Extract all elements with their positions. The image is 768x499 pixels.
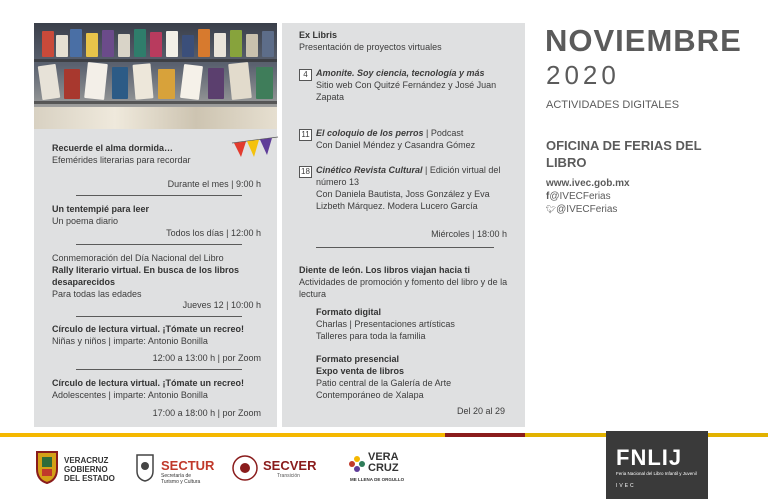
entry-title: Amonite. Soy ciencia, tecnología y más	[316, 68, 485, 78]
entry-title: Cinético Revista Cultural	[316, 165, 423, 175]
activity-time: Todos los días | 12:00 h	[166, 228, 261, 238]
activity-circulo-ninos	[52, 323, 262, 347]
month-title: NOVIEMBRE	[545, 23, 742, 58]
secver-emblem-icon	[231, 454, 259, 482]
formato-digital	[316, 306, 506, 342]
activity-time: 12:00 a 13:00 h | por Zoom	[152, 353, 261, 363]
separator	[76, 244, 242, 245]
format-line: Patio central de la Galería de Arte	[316, 378, 452, 388]
activity-title: Círculo de lectura virtual. ¡Tómate un recreo!	[52, 324, 245, 334]
activity-subtitle: Para todas las edades	[52, 289, 142, 299]
activity-subtitle: Adolescentes | imparte: Antonio Bonilla	[52, 390, 208, 400]
activity-title: Círculo de lectura virtual. ¡Tómate un recreo!	[52, 378, 245, 388]
format-line: Charlas | Presentaciones artísticas	[316, 319, 455, 329]
activity-tentempie	[52, 203, 262, 227]
footer-bar-yellow	[0, 433, 445, 437]
section-title: Diente de león. Los libros viajan hacia ti	[299, 265, 471, 275]
footer-bar-red	[445, 433, 525, 437]
ex-libris-entry	[316, 164, 512, 212]
activity-time: Durante el mes | 9:00 h	[167, 179, 261, 189]
section-title: Ex Libris	[299, 30, 338, 40]
activity-title: Rally literario virtual. En busca de los libros desaparecidos	[52, 265, 240, 287]
format-line: Talleres para toda la familia	[316, 331, 426, 341]
secver-logo: SECVER Transición	[231, 449, 331, 489]
format-subtitle: Expo venta de libros	[316, 366, 405, 376]
section-subtitle: Presentación de proyectos virtuales	[299, 42, 442, 52]
separator	[76, 369, 242, 370]
activity-time: Jueves 12 | 10:00 h	[182, 300, 261, 310]
activity-pretitle: Conmemoración del Día Nacional del Libro	[52, 253, 224, 263]
veracruz-gobierno-logo: VERACRUZ GOBIERNO DEL ESTADO	[34, 449, 134, 489]
activities-label: ACTIVIDADES DIGITALES	[546, 99, 680, 111]
formato-presencial	[316, 353, 506, 401]
format-title: Formato presencial	[316, 354, 400, 364]
year-title: 2020	[546, 60, 620, 90]
entry-type: | Edición virtual del número 13	[316, 165, 501, 187]
ex-libris-header	[299, 29, 513, 53]
diente-de-leon-section	[299, 264, 513, 300]
website-link[interactable]: www.ivec.gob.mx	[546, 178, 630, 189]
ex-libris-entry	[316, 127, 512, 151]
fnlij-logo: FNLIJ Feria Nacional del Libro Infantil y Juvenil IVEC	[606, 431, 708, 499]
activity-subtitle: Un poema diario	[52, 216, 119, 226]
separator	[316, 247, 494, 248]
date-box: 4	[299, 69, 312, 81]
facebook-icon: f	[546, 191, 550, 202]
activity-subtitle: Niñas y niños | imparte: Antonio Bonilla	[52, 336, 208, 346]
activities-panel-middle	[282, 23, 525, 427]
veracruz-shield-icon	[34, 449, 60, 485]
activity-title: Un tentempié para leer	[52, 204, 150, 214]
sectur-emblem-icon	[135, 453, 155, 483]
separator	[76, 195, 242, 196]
diente-time: Del 20 al 29	[456, 406, 505, 416]
activities-panel-left	[34, 23, 277, 427]
format-title: Formato digital	[316, 307, 381, 317]
date-box: 11	[299, 129, 312, 141]
activity-time: 17:00 a 18:00 h | por Zoom	[152, 408, 261, 418]
flower-icon	[348, 453, 366, 475]
activity-subtitle: Efemérides literarias para recordar	[52, 155, 191, 165]
entry-title: El coloquio de los perros	[316, 128, 424, 138]
activity-title: Recuerde el alma dormida…	[52, 143, 174, 153]
sectur-logo: SECTUR Secretaría de Turismo y Cultura	[135, 449, 225, 489]
books-photo	[34, 23, 277, 129]
facebook-link[interactable]: f@IVECFerias	[546, 191, 611, 202]
entry-type: | Podcast	[423, 128, 464, 138]
activity-rally	[52, 252, 262, 300]
ex-libris-entry	[316, 67, 512, 103]
activity-efemerides	[52, 142, 262, 166]
activity-circulo-adolescentes	[52, 377, 262, 401]
entry-details: Con Daniel Méndez y Casandra Gómez	[316, 140, 476, 150]
office-name: OFICINA DE FERIAS DEL LIBRO	[546, 138, 702, 170]
entry-details: Sitio web Con Quitzé Fernández y José Juan Zapata	[316, 80, 497, 102]
date-box: 18	[299, 166, 312, 178]
section-subtitle: Actividades de promoción y fomento del libro y de la lectura	[299, 277, 508, 299]
entry-details: Con Daniela Bautista, Joss González y Eva Lizbeth Márquez. Modera Lucero García	[316, 189, 490, 211]
format-line: Contemporáneo de Xalapa	[316, 390, 424, 400]
twitter-link[interactable]: 🐦︎@IVECFerias	[546, 204, 618, 215]
separator	[76, 316, 242, 317]
twitter-icon: 🐦︎	[546, 205, 557, 214]
ex-libris-time: Miércoles | 18:00 h	[431, 229, 507, 239]
veracruz-orgullo-logo: VERA CRUZ ME LLENA DE ORGULLO	[350, 451, 405, 482]
